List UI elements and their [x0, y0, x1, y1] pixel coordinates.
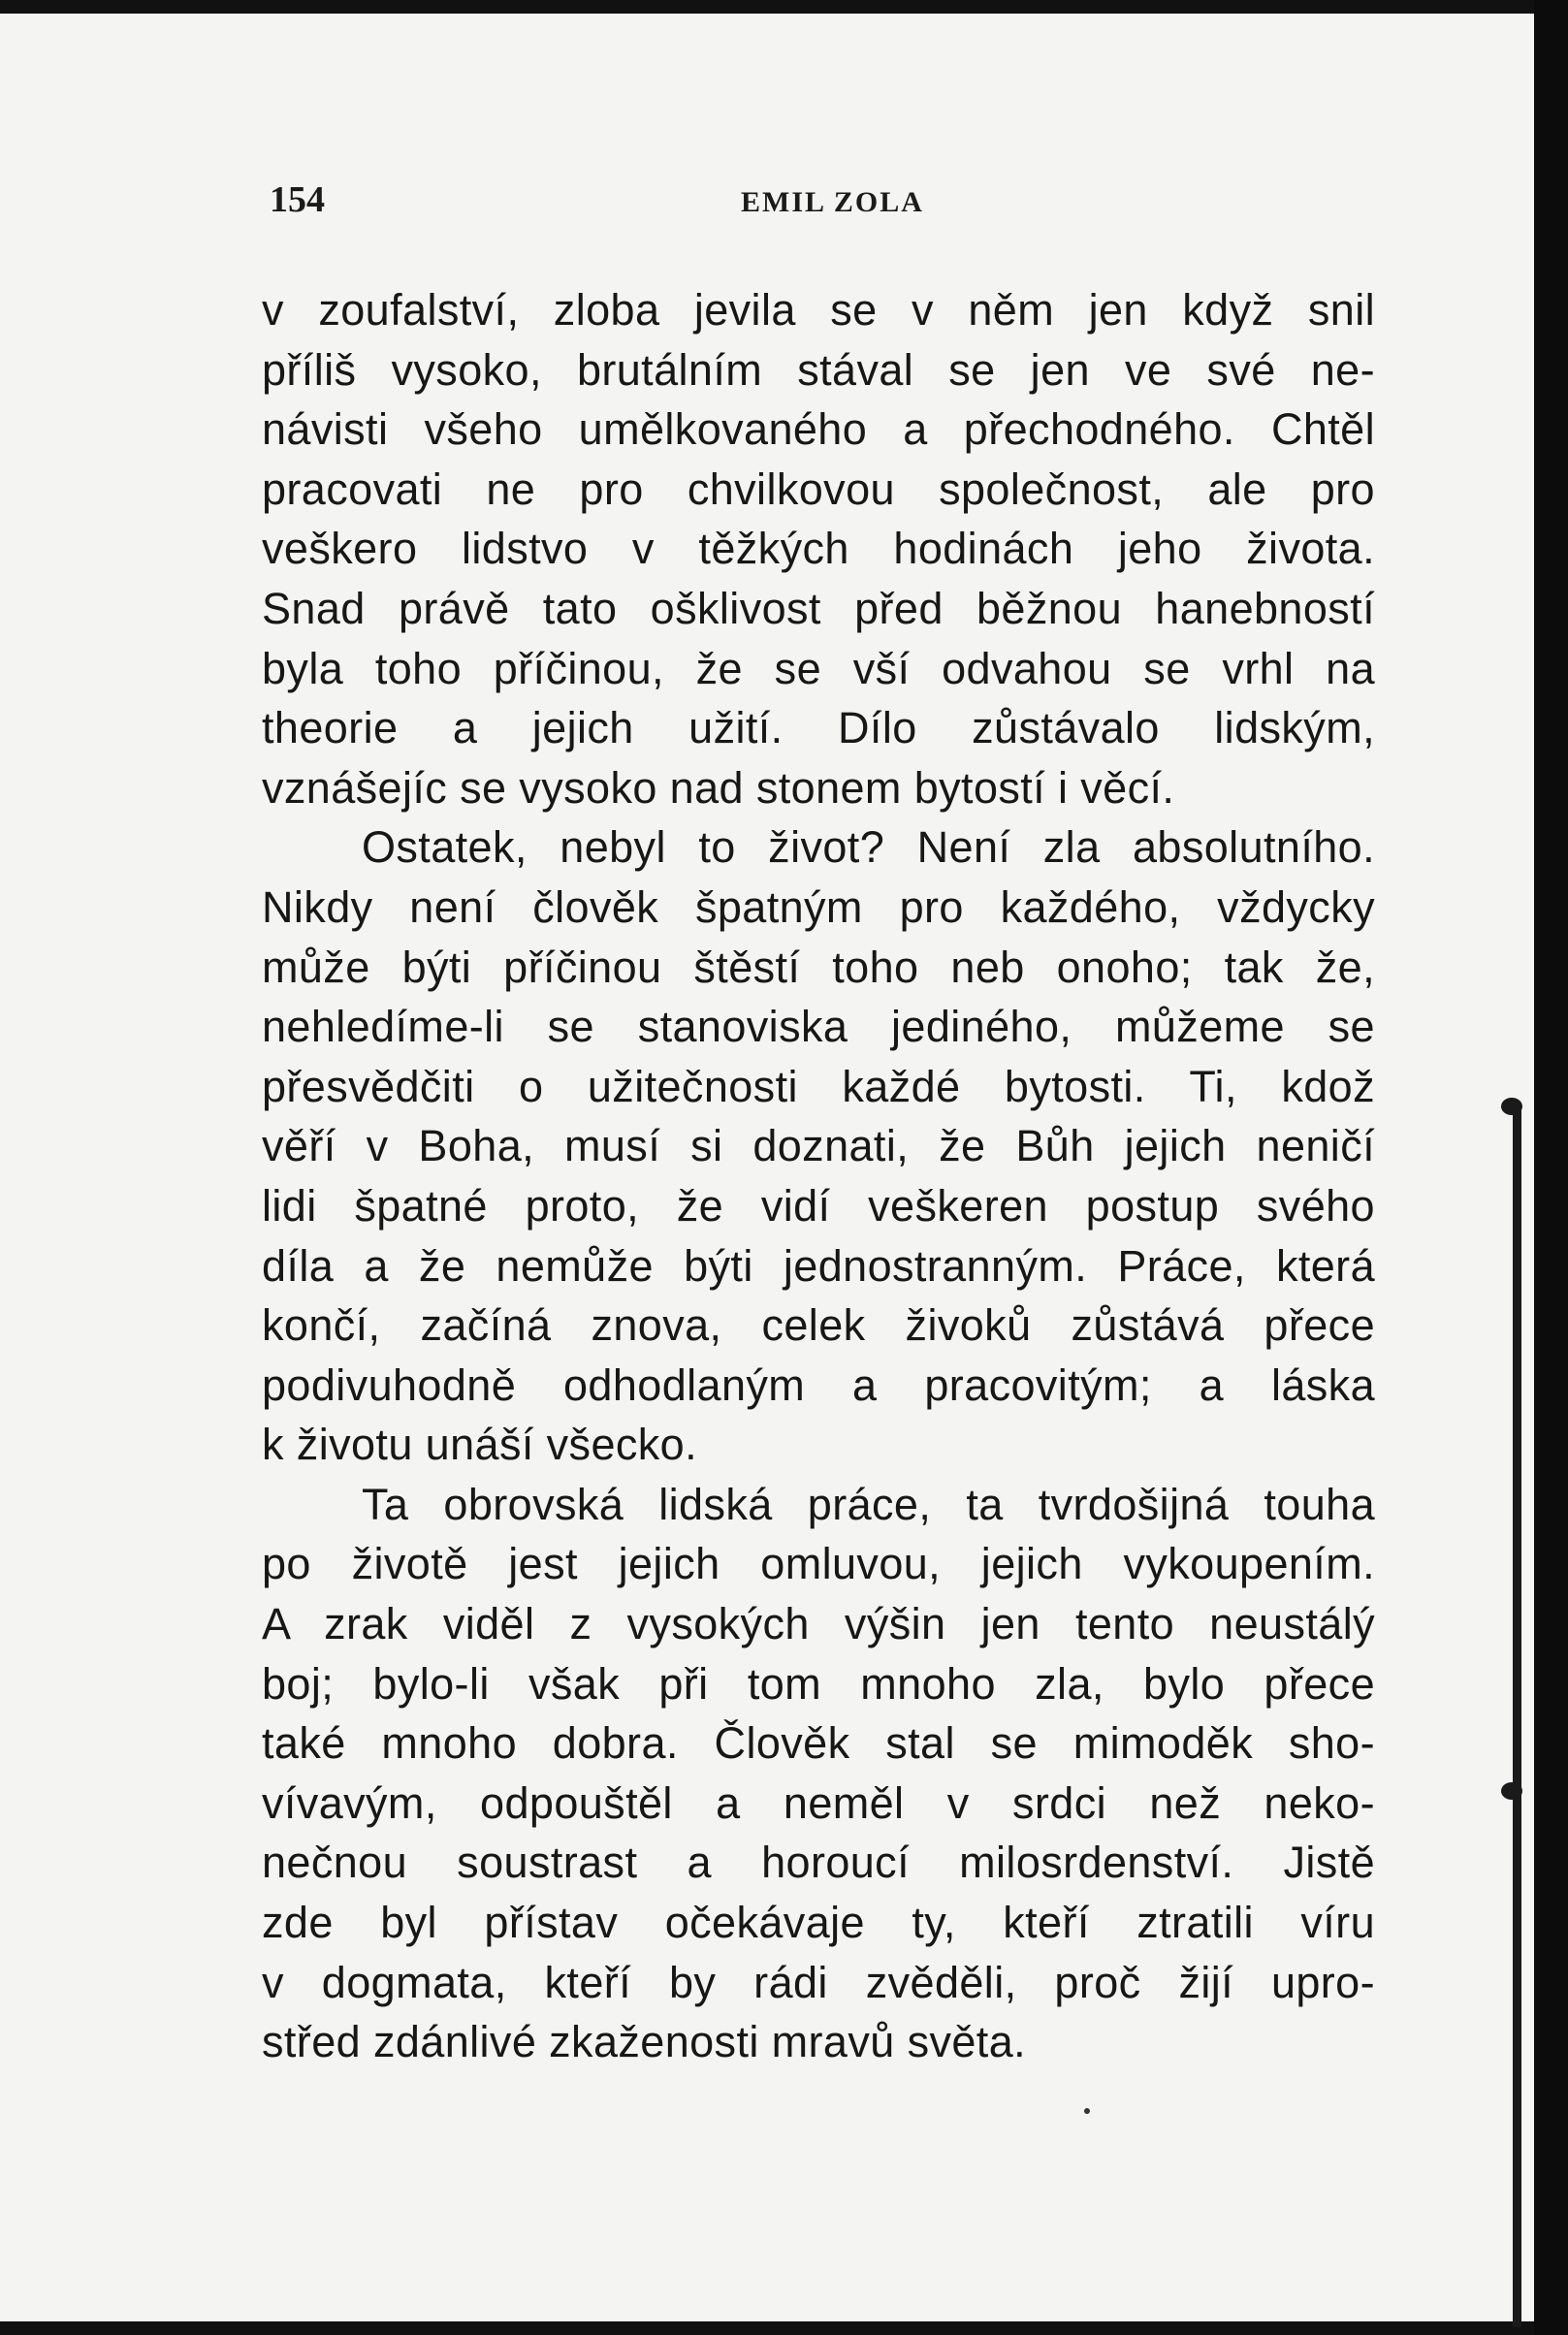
text-line: Ostatek, nebyl to život? Není zla absolutního.: [362, 822, 1375, 873]
text-line: Nikdy není člověk špatným pro každého, vždycky: [262, 881, 1375, 932]
text-line: návisti všeho umělkovaného a přechodného. Chtěl: [262, 404, 1375, 455]
text-line: boj; bylo-li však při tom mnoho zla, bylo přece: [262, 1658, 1375, 1709]
text-line: díla a že nemůže býti jednostranným. Práce, která: [262, 1240, 1375, 1291]
text-line: končí, začíná znova, celek živoků zůstává přece: [262, 1300, 1375, 1351]
body-text: [262, 280, 1375, 2072]
text-line: byla toho příčinou, že se vší odvahou se vrhl na: [262, 643, 1375, 693]
page-edge-notch: [1501, 1782, 1522, 1800]
text-line: přesvědčiti o užitečnosti každé bytosti. Ti, kdož: [262, 1061, 1375, 1111]
text-line: věří v Boha, musí si doznati, že Bůh jejich neničí: [262, 1121, 1375, 1171]
text-line: Snad právě tato ošklivost před běžnou hanebností: [262, 583, 1375, 633]
paragraph: [262, 1475, 1375, 2072]
text-line: pracovati ne pro chvilkovou společnost, ale pro: [262, 464, 1375, 514]
text-line: po životě jest jejich omluvou, jejich vykoupením.: [262, 1539, 1375, 1589]
speck-mark: [1084, 2108, 1090, 2114]
text-line: může býti příčinou štěstí toho neb onoho; tak že,: [262, 942, 1375, 992]
text-line: nehledíme-li se stanoviska jediného, můžeme se: [262, 1002, 1375, 1052]
text-line: zde byl přístav očekávaje ty, kteří ztratili víru: [262, 1898, 1375, 1948]
page-edge-notch: [1501, 1098, 1522, 1115]
page-header: [270, 178, 1375, 227]
paragraph: [262, 280, 1375, 817]
page-edge-shadow: [1513, 1105, 1521, 2327]
text-line: příliš vysoko, brutálním stával se jen ve své ne-: [262, 344, 1375, 395]
text-line: veškero lidstvo v těžkých hodinách jeho života.: [262, 524, 1375, 574]
text-line: vívavým, odpouštěl a neměl v srdci než neko-: [262, 1777, 1375, 1828]
text-line: také mnoho dobra. Člověk stal se mimoděk sho-: [262, 1718, 1375, 1769]
text-line: theorie a jejich užití. Dílo zůstávalo lidským,: [262, 703, 1375, 753]
text-line: podivuhodně odhodlaným a pracovitým; a láska: [262, 1359, 1375, 1410]
running-head: EMIL ZOLA: [741, 186, 924, 218]
text-line: lidi špatné proto, že vidí veškeren postup svého: [262, 1180, 1375, 1231]
text-line: A zrak viděl z vysokých výšin jen tento neustálý: [262, 1599, 1375, 1649]
text-line: vznášejíc se vysoko nad stonem bytostí i věcí.: [262, 762, 1175, 813]
text-line: v zoufalství, zloba jevila se v něm jen když snil: [262, 285, 1375, 335]
text-line: nečnou soustrast a horoucí milosrdenství. Jistě: [262, 1838, 1375, 1888]
text-line: v dogmata, kteří by rádi zvěděli, proč žijí upro-: [262, 1957, 1375, 2007]
paragraph: [262, 817, 1375, 1475]
book-spine-edge: [1534, 0, 1568, 2335]
page-number: 154: [270, 179, 325, 220]
book-page: [0, 14, 1534, 2321]
text-line: k životu unáší všecko.: [262, 1420, 698, 1470]
text-line: střed zdánlivé zkaženosti mravů světa.: [262, 2017, 1027, 2067]
text-line: Ta obrovská lidská práce, ta tvrdošijná touha: [362, 1479, 1375, 1529]
